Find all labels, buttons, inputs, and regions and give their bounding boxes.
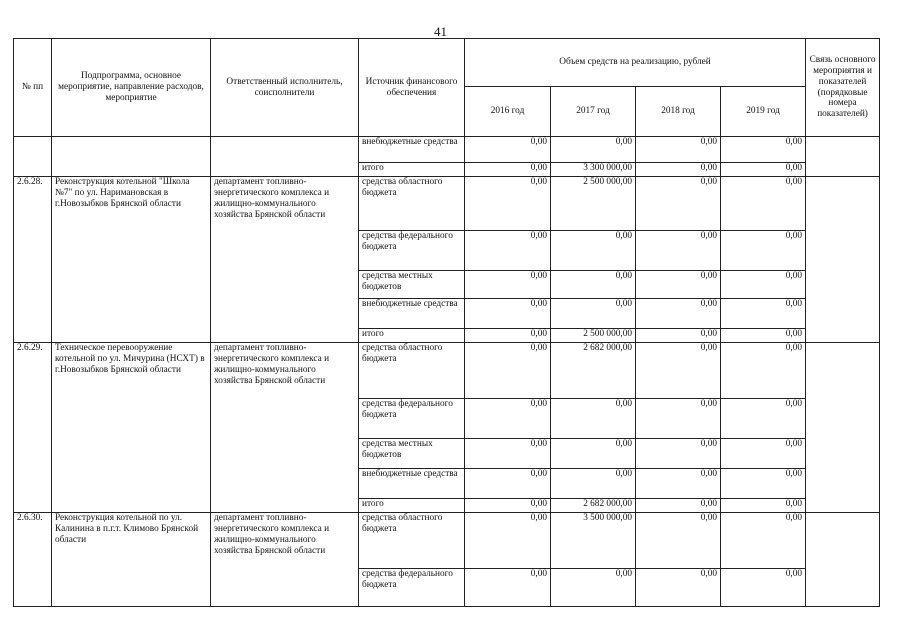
value-cell: 0,00 (636, 231, 721, 271)
value-cell: 0,00 (465, 439, 551, 469)
value-cell: 0,00 (465, 177, 551, 231)
table-row (14, 137, 880, 163)
source-cell: средства федерального бюджета (359, 231, 465, 271)
executor-cell: департамент топливно-энергетического комплекса и жилищно-коммунального хозяйства Брянской области (211, 343, 359, 513)
value-cell: 0,00 (721, 299, 806, 329)
value-cell: 2 682 000,00 (551, 343, 636, 399)
value-cell: 0,00 (551, 271, 636, 299)
header-source: Источник финансового обеспечения (359, 39, 465, 137)
value-cell: 0,00 (721, 513, 806, 569)
value-cell: 0,00 (636, 299, 721, 329)
header-amount: Объем средств на реализацию, рублей (465, 39, 806, 87)
header-num: № пп (14, 39, 52, 137)
value-cell: 0,00 (721, 499, 806, 513)
value-cell: 0,00 (721, 163, 806, 177)
value-cell: 3 500 000,00 (551, 513, 636, 569)
source-cell: внебюджетные средства (359, 299, 465, 329)
value-cell: 0,00 (636, 469, 721, 499)
value-cell: 0,00 (636, 343, 721, 399)
value-cell: 0,00 (636, 399, 721, 439)
project-name: Реконструкция котельной "Школа №7" по ул. Наримановская в г.Новозыбков Брянской области (52, 177, 211, 343)
value-cell: 0,00 (721, 469, 806, 499)
value-cell: 0,00 (721, 177, 806, 231)
value-cell: 0,00 (465, 163, 551, 177)
value-cell: 0,00 (721, 271, 806, 299)
value-cell: 0,00 (465, 513, 551, 569)
row-number: 2.6.28. (14, 177, 52, 343)
value-cell: 0,00 (636, 569, 721, 607)
value-cell: 0,00 (721, 137, 806, 163)
value-cell: 0,00 (636, 137, 721, 163)
value-cell: 2 500 000,00 (551, 177, 636, 231)
header-year: 2018 год (636, 87, 721, 137)
value-cell: 0,00 (465, 299, 551, 329)
value-cell: 0,00 (636, 177, 721, 231)
value-cell: 0,00 (551, 439, 636, 469)
value-cell: 3 300 000,00 (551, 163, 636, 177)
value-cell: 0,00 (465, 329, 551, 343)
value-cell: 0,00 (551, 137, 636, 163)
value-cell: 0,00 (551, 399, 636, 439)
source-cell: внебюджетные средства (359, 137, 465, 163)
table-row (14, 513, 880, 569)
value-cell: 0,00 (636, 163, 721, 177)
value-cell: 0,00 (465, 399, 551, 439)
table-row (14, 343, 880, 399)
source-cell: итого (359, 329, 465, 343)
value-cell: 0,00 (551, 469, 636, 499)
project-name: Реконструкция котельной по ул. Калинина в п.г.т. Климово Брянской области (52, 513, 211, 607)
value-cell: 2 500 000,00 (551, 329, 636, 343)
value-cell: 0,00 (551, 231, 636, 271)
value-cell: 0,00 (636, 513, 721, 569)
source-cell: средства федерального бюджета (359, 569, 465, 607)
value-cell: 0,00 (721, 569, 806, 607)
value-cell: 0,00 (636, 499, 721, 513)
value-cell: 0,00 (551, 569, 636, 607)
source-cell: средства областного бюджета (359, 177, 465, 231)
value-cell: 0,00 (465, 343, 551, 399)
value-cell: 2 682 000,00 (551, 499, 636, 513)
value-cell: 0,00 (721, 399, 806, 439)
value-cell: 0,00 (551, 299, 636, 329)
value-cell: 0,00 (721, 439, 806, 469)
page-number: 41 (434, 24, 447, 39)
value-cell: 0,00 (721, 343, 806, 399)
header-link: Связь основного мероприятия и показателей (порядковые номера показателей) (806, 39, 880, 137)
header-program: Подпрограмма, основное мероприятие, направление расходов, мероприятие (52, 39, 211, 137)
value-cell: 0,00 (721, 231, 806, 271)
executor-cell: департамент топливно-энергетического комплекса и жилищно-коммунального хозяйства Брянской области (211, 513, 359, 607)
source-cell: итого (359, 163, 465, 177)
value-cell: 0,00 (636, 271, 721, 299)
executor-cell: департамент топливно-энергетического комплекса и жилищно-коммунального хозяйства Брянской области (211, 177, 359, 343)
value-cell: 0,00 (465, 469, 551, 499)
header-year: 2017 год (551, 87, 636, 137)
row-number: 2.6.30. (14, 513, 52, 607)
budget-table (13, 38, 880, 607)
project-name: Техническое перевооружение котельной по ул. Мичурина (НСХТ) в г.Новозыбков Брянской области (52, 343, 211, 513)
value-cell: 0,00 (465, 137, 551, 163)
source-cell: средства областного бюджета (359, 513, 465, 569)
value-cell: 0,00 (636, 329, 721, 343)
source-cell: средства местных бюджетов (359, 271, 465, 299)
value-cell: 0,00 (721, 329, 806, 343)
row-number: 2.6.29. (14, 343, 52, 513)
value-cell: 0,00 (465, 231, 551, 271)
source-cell: средства местных бюджетов (359, 439, 465, 469)
source-cell: средства федерального бюджета (359, 399, 465, 439)
source-cell: внебюджетные средства (359, 469, 465, 499)
value-cell: 0,00 (636, 439, 721, 469)
header-year: 2019 год (721, 87, 806, 137)
source-cell: итого (359, 499, 465, 513)
header-executor: Ответственный исполнитель, соисполнители (211, 39, 359, 137)
header-year: 2016 год (465, 87, 551, 137)
value-cell: 0,00 (465, 499, 551, 513)
source-cell: средства областного бюджета (359, 343, 465, 399)
value-cell: 0,00 (465, 569, 551, 607)
table-row (14, 177, 880, 231)
value-cell: 0,00 (465, 271, 551, 299)
